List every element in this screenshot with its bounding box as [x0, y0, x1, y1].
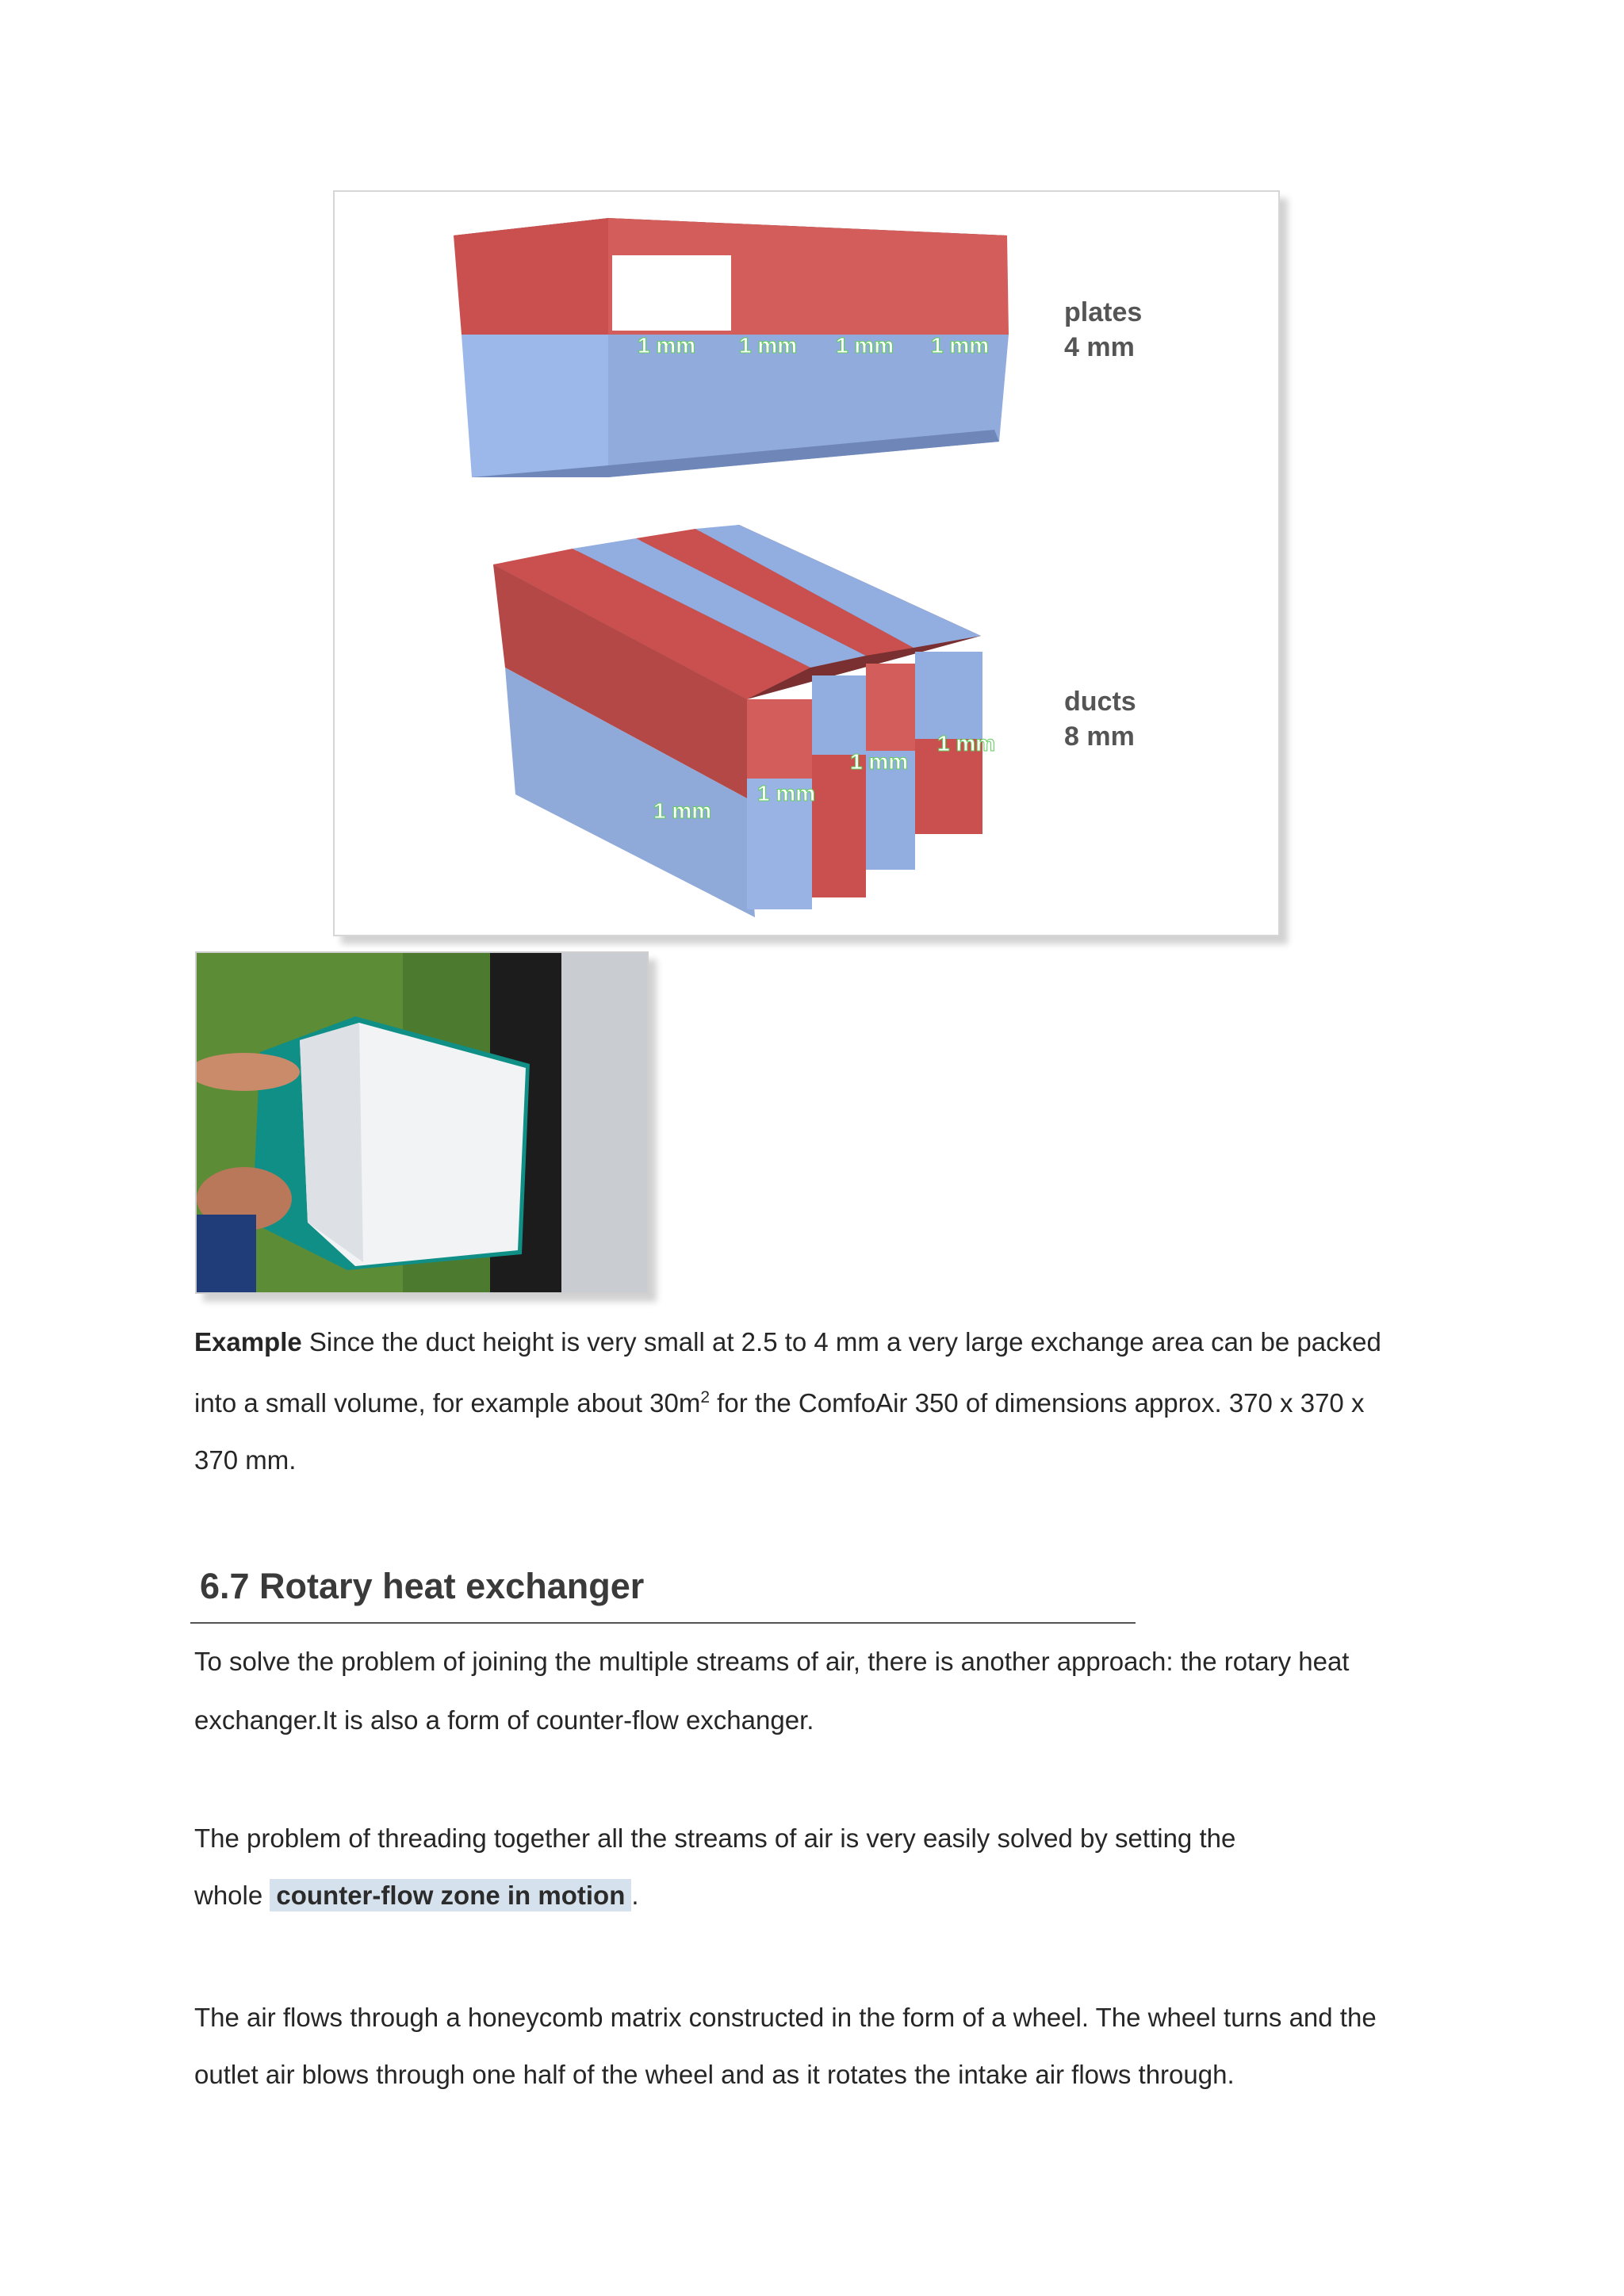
- plates-vs-ducts-figure: [333, 190, 1280, 936]
- dim-label-1: 1 mm: [638, 333, 696, 358]
- section-divider: [190, 1622, 1136, 1624]
- p2-text-b: .: [631, 1881, 639, 1910]
- p3-line-1: The air flows through a honeycomb matrix constructed in the form of a wheel. The wheel turns and the: [194, 2003, 1377, 2032]
- p1-line-1: To solve the problem of joining the multiple streams of air, there is another approach: the rotary heat: [194, 1647, 1350, 1676]
- figure-side-labels: [1064, 297, 1142, 752]
- p2-line-1: The problem of threading together all the streams of air is very easily solved by setting the: [194, 1823, 1236, 1853]
- example-line-1: [194, 1314, 1381, 1371]
- p1-line-2: exchanger.It is also a form of counter-flow exchanger.: [194, 1705, 814, 1735]
- dim-label-7: 1 mm: [850, 749, 909, 774]
- dim-label-2: 1 mm: [739, 333, 798, 358]
- example-label: Example: [194, 1327, 302, 1357]
- p2-text-a: whole: [194, 1881, 270, 1910]
- p3-line-2: outlet air blows through one half of the wheel and as it rotates the intake air flows through.: [194, 2060, 1235, 2089]
- example-line-2: [194, 1375, 1364, 1432]
- example-text-2a: into a small volume, for example about 30m: [194, 1388, 701, 1418]
- heat-exchanger-illustration: [197, 953, 647, 1292]
- dim-label-5: 1 mm: [653, 798, 712, 823]
- dim-label-8: 1 mm: [937, 731, 996, 756]
- example-text-1: Since the duct height is very small at 2.5 to 4 mm a very large exchange area can be packed: [308, 1327, 1381, 1357]
- section-title: 6.7 Rotary heat exchanger: [200, 1566, 645, 1606]
- example-line-3: [194, 1432, 296, 1489]
- ducts-size-label: 8 mm: [1064, 721, 1135, 752]
- highlighted-phrase: counter-flow zone in motion: [270, 1879, 631, 1911]
- dim-label-3: 1 mm: [836, 333, 894, 358]
- dim-label-6: 1 mm: [757, 781, 816, 806]
- plates-label: plates: [1064, 297, 1143, 327]
- dim-label-4: 1 mm: [931, 333, 990, 358]
- plates-ducts-diagram: [335, 192, 1278, 935]
- example-superscript: 2: [700, 1388, 710, 1406]
- ducts-label: ducts: [1064, 687, 1136, 717]
- example-text-3: 370 mm.: [194, 1445, 297, 1475]
- example-text-2b: for the ComfoAir 350 of dimensions approx. 370 x 370 x: [710, 1388, 1365, 1418]
- plates-box-diagram: [454, 218, 1009, 477]
- heat-exchanger-photo: [195, 951, 649, 1294]
- ducts-box-diagram: [493, 525, 982, 917]
- p2-line-2: [194, 1867, 639, 1924]
- plates-size-label: 4 mm: [1064, 332, 1135, 362]
